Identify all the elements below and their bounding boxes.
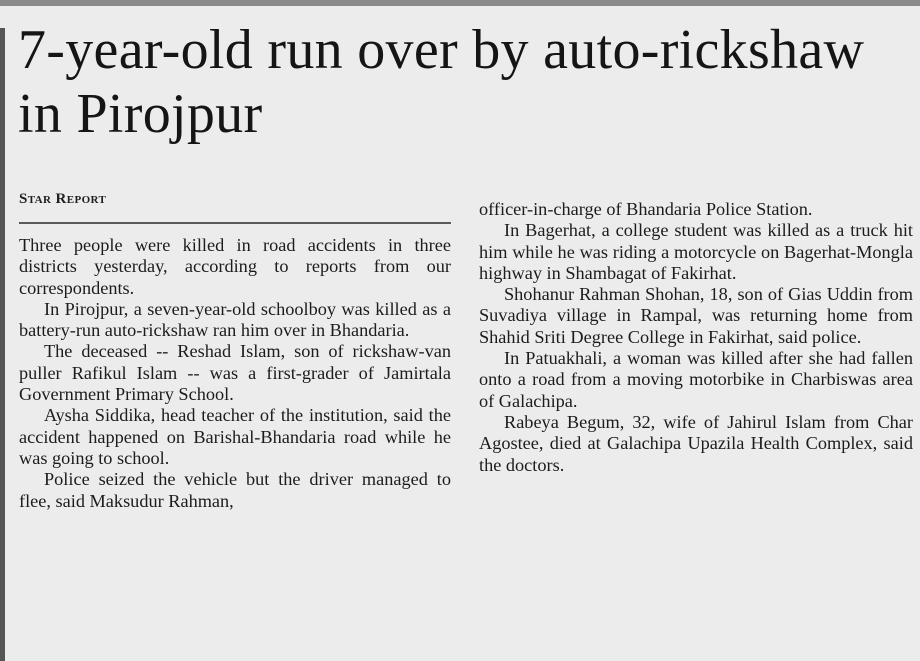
left-column: [19, 235, 451, 512]
paragraph: Police seized the vehicle but the driver managed to flee, said Maksudur Rahman,: [19, 469, 451, 511]
paragraph: officer-in-charge of Bhandaria Police Station.: [479, 199, 813, 219]
paragraph: Three people were killed in road accidents in three districts yesterday, according to reports from our correspondents.: [19, 235, 451, 298]
left-rule: [0, 28, 5, 661]
byline: Star Report: [19, 191, 107, 207]
paragraph: Shohanur Rahman Shohan, 18, son of Gias Uddin from Suvadiya village in Rampal, was returning home from Shahid Sriti Degree College in Fakirhat, said police.: [479, 284, 913, 347]
paragraph: In Patuakhali, a woman was killed after she had fallen onto a road from a moving motorbike in Charbiswas area of Galachipa.: [479, 348, 913, 411]
right-column: [479, 199, 913, 476]
paragraph: The deceased -- Reshad Islam, son of rickshaw-van puller Rafikul Islam -- was a first-grader of Jamirtala Government Primary School.: [19, 341, 451, 405]
top-rule: [0, 0, 920, 6]
paragraph: In Bagerhat, a college student was killed as a truck hit him while he was riding a motorcycle on Bagerhat-Mongla highway in Shambagat of Fakirhat.: [479, 220, 913, 283]
paragraph: Rabeya Begum, 32, wife of Jahirul Islam from Char Agostee, died at Galachipa Upazila Health Complex, said the doctors.: [479, 411, 913, 475]
paragraph: In Pirojpur, a seven-year-old schoolboy was killed as a battery-run auto-rickshaw ran him over in Bhandaria.: [19, 298, 451, 341]
byline-rule: [19, 222, 451, 224]
paragraph: Aysha Siddika, head teacher of the institution, said the accident happened on Barishal-Bhandaria road while he was going to school.: [19, 405, 451, 468]
headline: 7-year-old run over by auto-rickshaw in Pirojpur: [18, 19, 865, 145]
